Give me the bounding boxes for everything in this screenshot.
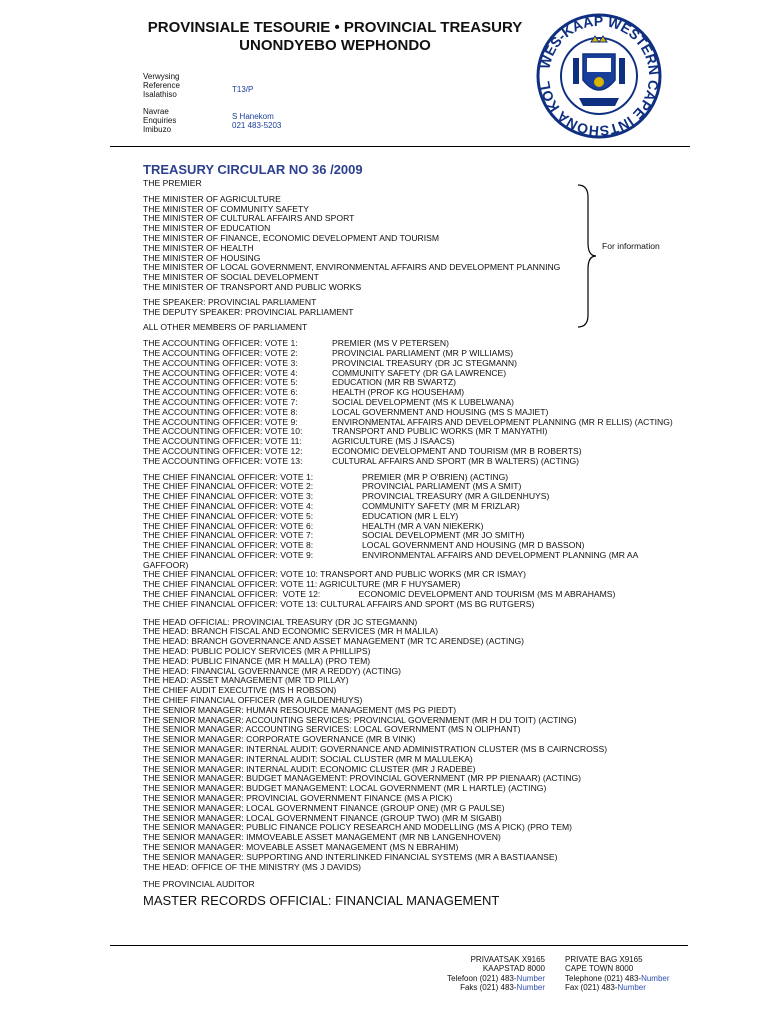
table-row: THE CHIEF FINANCIAL OFFICER: VOTE 4: COMMUNITY SAFETY (MR M FRIZLAR) [143, 500, 520, 511]
distribution-list [143, 179, 703, 908]
list-item: THE CHIEF FINANCIAL OFFICER: VOTE 11: AGRICULTURE (MR F HUYSAMER) [143, 579, 461, 590]
officials-list [143, 618, 703, 873]
list-item: THE HEAD: BRANCH GOVERNANCE AND ASSET MANAGEMENT (MR TC ARENDSE) (ACTING) [143, 636, 525, 647]
table-row: THE CHIEF FINANCIAL OFFICER: VOTE 6: HEALTH (MR A VAN NIEKERK) [143, 520, 484, 531]
footer-divider [110, 945, 688, 946]
list-item: THE HEAD: FINANCIAL GOVERNANCE (MR A REDDY) (ACTING) [143, 665, 401, 676]
speaker-line: THE SPEAKER: PROVINCIAL PARLIAMENT [143, 296, 317, 307]
table-row: THE ACCOUNTING OFFICER: VOTE 5: EDUCATION (MR RB SWARTZ) [143, 377, 456, 388]
list-item: THE SENIOR MANAGER: IMMOVEABLE ASSET MANAGEMENT (MR NB LANGENHOVEN) [143, 832, 501, 843]
list-item: THE HEAD: BRANCH FISCAL AND ECONOMIC SERVICES (MR H MALILA) [143, 626, 439, 637]
list-item: THE SENIOR MANAGER: LOCAL GOVERNMENT FINANCE (GROUP TWO) (MR M SIGABI) [143, 812, 502, 823]
deputy-speaker-line: THE DEPUTY SPEAKER: PROVINCIAL PARLIAMENT [143, 306, 354, 317]
footer-left-line2: KAAPSTAD 8000 [482, 964, 545, 974]
enquiries-label-en: Enquiries [143, 116, 177, 125]
provincial-coat-of-arms-logo [535, 12, 663, 140]
list-item: THE HEAD OFFICIAL: PROVINCIAL TREASURY (DR JC STEGMANN) [143, 616, 418, 627]
table-row: THE CHIEF FINANCIAL OFFICER: VOTE 3: PROVINCIAL TREASURY (MR A GILDENHUYS) [143, 491, 550, 502]
list-item: THE HEAD: OFFICE OF THE MINISTRY (MS J DAVIDS) [143, 861, 362, 872]
list-item: THE HEAD: ASSET MANAGEMENT (MR TD PILLAY) [143, 675, 349, 686]
header-title-line1: PROVINSIALE TESOURIE • PROVINCIAL TREASURY [147, 19, 523, 36]
list-item: THE CHIEF FINANCIAL OFFICER: VOTE 10: TRANSPORT AND PUBLIC WORKS (MR CR ISMAY) [143, 569, 526, 580]
provincial-auditor-line: THE PROVINCIAL AUDITOR [143, 879, 255, 890]
list-item: THE MINISTER OF FINANCE, ECONOMIC DEVELOPMENT AND TOURISM [143, 232, 440, 243]
cfo-wrap-line: GAFFOOR) [143, 559, 189, 570]
list-item: THE CHIEF FINANCIAL OFFICER: VOTE 13: CULTURAL AFFAIRS AND SPORT (MS BG RUTGERS) [143, 598, 535, 609]
list-item: THE CHIEF AUDIT EXECUTIVE (MS H ROBSON) [143, 685, 337, 696]
reference-label-af: Verwysing [143, 72, 180, 81]
list-item: THE SENIOR MANAGER: INTERNAL AUDIT: SOCIAL CLUSTER (MR M MALULEKA) [143, 753, 473, 764]
footer-left-fax: Faks (021) 483-Number [460, 982, 545, 992]
list-item: THE SENIOR MANAGER: BUDGET MANAGEMENT: LOCAL GOVERNMENT (MR L HARTLE) (ACTING) [143, 783, 547, 794]
list-item: THE SENIOR MANAGER: ACCOUNTING SERVICES: LOCAL GOVERNMENT (MS N OLIPHANT) [143, 724, 521, 735]
table-row: THE CHIEF FINANCIAL OFFICER: VOTE 8: LOCAL GOVERNMENT AND HOUSING (MR D BASSON) [143, 540, 585, 551]
logo-ring-text: WES-KAAP WESTERN CAPE INTSHONA KOL [536, 12, 663, 140]
reference-value: T13/P [232, 85, 254, 94]
table-row: THE ACCOUNTING OFFICER: VOTE 1: PREMIER (MS V PETERSEN) [143, 338, 449, 349]
table-row: THE ACCOUNTING OFFICER: VOTE 7: SOCIAL DEVELOPMENT (MS K LUBELWANA) [143, 396, 514, 407]
footer-right-line1: PRIVATE BAG X9165 [565, 955, 643, 964]
list-item: THE MINISTER OF COMMUNITY SAFETY [143, 203, 309, 214]
list-item: THE SENIOR MANAGER: ACCOUNTING SERVICES: PROVINCIAL GOVERNMENT (MR H DU TOIT) (ACTING) [143, 714, 577, 725]
list-item: THE SENIOR MANAGER: PROVINCIAL GOVERNMENT FINANCE (MS A PICK) [143, 793, 453, 804]
list-item: THE SENIOR MANAGER: MOVEABLE ASSET MANAGEMENT (MS N EBRAHIM) [143, 842, 459, 852]
footer-right-tel: Telephone (021) 483-Number [565, 973, 670, 983]
reference-label-en: Reference [143, 81, 180, 90]
footer-right-line2: CAPE TOWN 8000 [565, 964, 634, 974]
table-row: THE ACCOUNTING OFFICER: VOTE 3: PROVINCIAL TREASURY (DR JC STEGMANN) [143, 357, 517, 368]
footer-right-fax: Fax (021) 483-Number [565, 982, 646, 992]
table-row: THE CHIEF FINANCIAL OFFICER: VOTE 5: EDUCATION (MR L ELY) [143, 510, 459, 521]
list-item: THE SENIOR MANAGER: LOCAL GOVERNMENT FINANCE (GROUP ONE) (MR G PAULSE) [143, 802, 505, 813]
master-records-line: MASTER RECORDS OFFICIAL: FINANCIAL MANAGEMENT [143, 893, 500, 909]
for-information-note: For information [602, 241, 660, 251]
list-item: THE SENIOR MANAGER: CORPORATE GOVERNANCE (MR B VINK) [143, 734, 416, 745]
list-item: THE SENIOR MANAGER: BUDGET MANAGEMENT: PROVINCIAL GOVERNMENT (MR PP PIENAAR) (ACTING) [143, 773, 582, 784]
list-item: THE HEAD: PUBLIC FINANCE (MR H MALLA) (PRO TEM) [143, 655, 371, 666]
list-item: THE SENIOR MANAGER: SUPPORTING AND INTERLINKED FINANCIAL SYSTEMS (MR A BASTIAANSE) [143, 851, 558, 862]
list-item: THE SENIOR MANAGER: INTERNAL AUDIT: ECONOMIC CLUSTER (MR J RADEBE) [143, 763, 476, 774]
enquiries-name: S Hanekom [232, 112, 274, 121]
reference-label-xh: Isalathiso [143, 90, 177, 99]
table-row: THE CHIEF FINANCIAL OFFICER: VOTE 9: ENVIRONMENTAL AFFAIRS AND DEVELOPMENT PLANNING (MR AA [143, 549, 639, 560]
list-item: THE MINISTER OF CULTURAL AFFAIRS AND SPORT [143, 213, 355, 224]
table-row: THE CHIEF FINANCIAL OFFICER: VOTE 2: PROVINCIAL PARLIAMENT (MS A SMIT) [143, 481, 522, 492]
enquiries-phone: 021 483-5203 [232, 121, 282, 130]
list-item: THE CHIEF FINANCIAL OFFICER (MR A GILDENHUYS) [143, 695, 363, 706]
header-title-line2: UNONDYEBO WEPHONDO [239, 37, 431, 54]
table-row: THE ACCOUNTING OFFICER: VOTE 6: HEALTH (PROF KG HOUSEHAM) [143, 387, 465, 398]
list-item: THE MINISTER OF EDUCATION [143, 223, 271, 234]
accounting-officers-list [143, 339, 703, 466]
list-item: THE CHIEF FINANCIAL OFFICER: VOTE 12: ECONOMIC DEVELOPMENT AND TOURISM (MS M ABRAHAMS) [143, 589, 616, 600]
list-item: THE MINISTER OF SOCIAL DEVELOPMENT [143, 272, 319, 283]
enquiries-label-af: Navrae [143, 107, 169, 116]
table-row: THE CHIEF FINANCIAL OFFICER: VOTE 1: PREMIER (MR P O'BRIEN) (ACTING) [143, 471, 509, 482]
table-row: THE ACCOUNTING OFFICER: VOTE 9: ENVIRONMENTAL AFFAIRS AND DEVELOPMENT PLANNING (MR R ELLIS) (ACTING) [143, 416, 673, 427]
list-item: THE SENIOR MANAGER: PUBLIC FINANCE POLICY RESEARCH AND MODELLING (MS A PICK) (PRO TEM) [143, 822, 572, 833]
footer-left-tel: Telefoon (021) 483-Number [447, 973, 545, 983]
table-row: THE ACCOUNTING OFFICER: VOTE 13: CULTURAL AFFAIRS AND SPORT (MR B WALTERS) (ACTING) [143, 455, 580, 466]
reference-labels [143, 72, 180, 99]
header-divider [110, 146, 690, 147]
list-item: THE SENIOR MANAGER: INTERNAL AUDIT: GOVERNANCE AND ADMINISTRATION CLUSTER (MS B CAIRNCROSS) [143, 744, 608, 755]
list-item: THE MINISTER OF LOCAL GOVERNMENT, ENVIRONMENTAL AFFAIRS AND DEVELOPMENT PLANNING [143, 262, 561, 273]
list-item: THE MINISTER OF AGRICULTURE [143, 193, 281, 204]
list-item: THE SENIOR MANAGER: HUMAN RESOURCE MANAGEMENT (MS PG PIEDT) [143, 704, 457, 715]
list-item: THE HEAD: PUBLIC POLICY SERVICES (MR A PHILLIPS) [143, 646, 371, 657]
premier-line: THE PREMIER [143, 178, 202, 188]
brace [576, 183, 600, 329]
members-line: ALL OTHER MEMBERS OF PARLIAMENT [143, 322, 308, 333]
footer-afrikaans [400, 955, 545, 992]
table-row: THE ACCOUNTING OFFICER: VOTE 8: LOCAL GOVERNMENT AND HOUSING (MS S MAJIET) [143, 406, 549, 417]
list-item: THE MINISTER OF HEALTH [143, 242, 254, 253]
list-item: THE MINISTER OF TRANSPORT AND PUBLIC WORKS [143, 281, 362, 292]
table-row: THE ACCOUNTING OFFICER: VOTE 2: PROVINCIAL PARLIAMENT (MR P WILLIAMS) [143, 347, 514, 358]
table-row: THE ACCOUNTING OFFICER: VOTE 11: AGRICULTURE (MS J ISAACS) [143, 436, 455, 447]
footer-left-line1: PRIVAATSAK X9165 [470, 955, 545, 964]
table-row: THE ACCOUNTING OFFICER: VOTE 10: TRANSPORT AND PUBLIC WORKS (MR T MANYATHI) [143, 426, 548, 437]
table-row: THE CHIEF FINANCIAL OFFICER: VOTE 7: SOCIAL DEVELOPMENT (MR JO SMITH) [143, 530, 525, 541]
header-title [130, 19, 540, 55]
footer-english [565, 955, 670, 992]
enquiries-contact [232, 112, 281, 130]
table-row: THE ACCOUNTING OFFICER: VOTE 4: COMMUNITY SAFETY (DR GA LAWRENCE) [143, 367, 507, 378]
cfo-list [143, 473, 703, 610]
enquiries-label-xh: Imibuzo [143, 125, 172, 134]
list-item: THE MINISTER OF HOUSING [143, 252, 261, 263]
circular-title: TREASURY CIRCULAR NO 36 /2009 [143, 162, 363, 177]
enquiries-labels [143, 107, 176, 134]
table-row: THE ACCOUNTING OFFICER: VOTE 12: ECONOMIC DEVELOPMENT AND TOURISM (MR B ROBERTS) [143, 445, 582, 456]
